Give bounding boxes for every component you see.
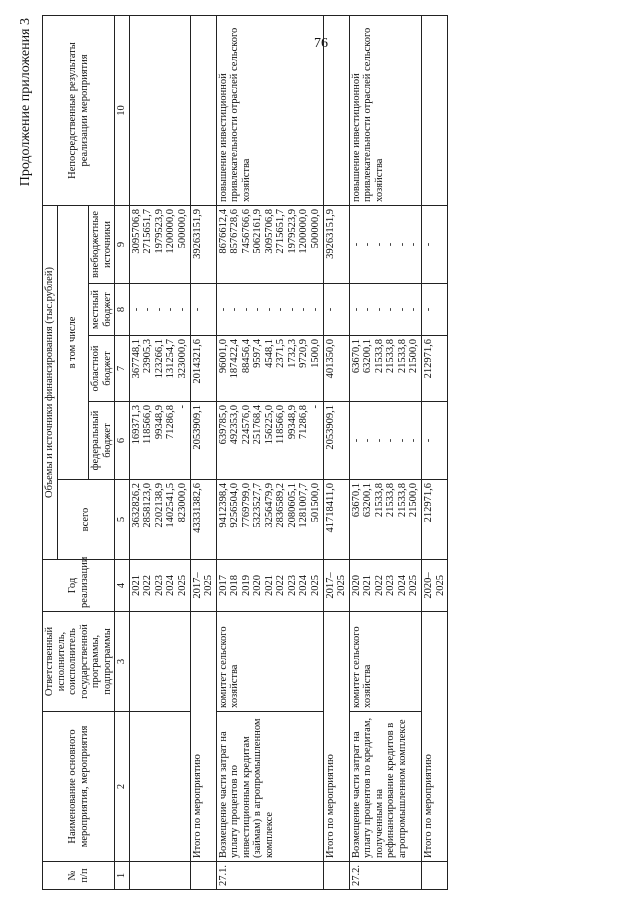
- cell-line: 99348,9: [153, 405, 165, 440]
- local-cell: [216, 284, 323, 336]
- cell-line: 2020: [350, 575, 362, 596]
- table-row: [216, 15, 323, 889]
- cell-line: 823000,0: [177, 483, 189, 523]
- total-local: -: [323, 284, 349, 336]
- result-cell: повышение инвестиционной привлекательности отраслей сельского хозяйства: [216, 15, 323, 205]
- cell-line: 8676612,4: [217, 208, 229, 254]
- cell-line: 21533,8: [385, 339, 397, 374]
- cell-line: 3095706,8: [263, 208, 275, 254]
- total-cell: [349, 480, 421, 560]
- total-extra: -: [421, 205, 447, 283]
- cell-line: 118566,0: [275, 405, 287, 444]
- regional-cell: [216, 336, 323, 402]
- header-including: в том числе: [57, 205, 89, 479]
- cell-line: 63670,1: [350, 339, 362, 374]
- cell-line: 21533,8: [373, 483, 385, 518]
- total-year: 2020–2025: [421, 560, 447, 612]
- years-cell: [216, 560, 323, 612]
- cell-line: 2715651,7: [275, 208, 287, 254]
- cell-line: -: [252, 307, 264, 312]
- cell-line: -: [217, 307, 229, 312]
- index-cell: 8: [115, 284, 130, 336]
- financing-table: [42, 15, 448, 890]
- cell-line: -: [177, 405, 189, 409]
- total-cell: [216, 480, 323, 560]
- cell-line: 2021: [130, 575, 142, 596]
- extra-cell: [216, 205, 323, 283]
- cell-line: -: [153, 307, 165, 312]
- cell-line: 5062161,9: [252, 208, 264, 254]
- extra-cell: [349, 205, 421, 283]
- measure-name: Возмещение части затрат на уплату процентов по инвестиционным кредитам (займам) в агропромышленном комплексе: [216, 712, 323, 862]
- cell-line: 156225,0: [263, 405, 275, 445]
- cell-line: 9412398,4: [217, 483, 229, 528]
- total-label: Итого по мероприятию: [323, 612, 349, 862]
- local-cell: [349, 284, 421, 336]
- cell-line: 9597,4: [252, 339, 264, 368]
- cell-line: 1500,0: [310, 339, 322, 368]
- cell-line: 5323527,7: [252, 483, 264, 528]
- cell-line: -: [362, 242, 374, 247]
- cell-line: 2080605,1: [286, 483, 298, 528]
- cell-line: -: [362, 307, 374, 312]
- cell-line: 367748,1: [130, 339, 142, 379]
- header-year: Год реализации: [43, 560, 115, 612]
- cell-line: -: [229, 307, 241, 312]
- responsible-executor: комитет сельского хозяйства: [216, 612, 323, 712]
- cell-line: -: [385, 438, 397, 443]
- header-regional: областной бюджет: [89, 336, 115, 402]
- cell-line: 2715651,7: [142, 208, 154, 254]
- cell-line: 2371,5: [275, 339, 287, 368]
- cell-line: -: [385, 307, 397, 312]
- cell-line: -: [142, 307, 154, 312]
- cell-line: 2022: [142, 575, 154, 596]
- cell-line: 2017: [217, 575, 229, 596]
- cell-line: 500000,0: [310, 208, 322, 249]
- index-cell: 1: [115, 862, 130, 890]
- cell-line: -: [286, 307, 298, 312]
- cell-line: 96001,0: [217, 339, 229, 374]
- total-federal: -: [421, 402, 447, 480]
- cell-line: -: [350, 307, 362, 312]
- cell-line: 2202138,9: [153, 483, 165, 528]
- cell-line: 21533,8: [385, 483, 397, 518]
- cell-line: 2019: [240, 575, 252, 596]
- cell-line: -: [350, 438, 362, 443]
- cell-line: -: [165, 307, 177, 312]
- header-no: № п/п: [43, 862, 115, 890]
- cell-line: 1979523,9: [153, 208, 165, 254]
- cell-line: 123266,1: [153, 339, 165, 379]
- cell-line: 3256479,9: [263, 483, 275, 528]
- federal-cell: [216, 402, 323, 480]
- total-row: [421, 15, 447, 889]
- cell-line: 99348,9: [286, 405, 298, 440]
- page-number: 76: [314, 36, 328, 51]
- total-year: 2017–2025: [190, 560, 216, 612]
- cell-line: -: [130, 307, 142, 312]
- cell-line: 2025: [408, 575, 420, 596]
- continuation-note: Продолжение приложения 3: [18, 18, 33, 187]
- cell-line: 1402541,5: [165, 483, 177, 528]
- cell-line: 187422,4: [229, 339, 241, 379]
- cell-line: 21533,8: [373, 339, 385, 374]
- cell-line: 2021: [362, 575, 374, 596]
- total-sum: 212971,6: [421, 480, 447, 560]
- cell-line: 1200000,0: [165, 208, 177, 254]
- cell-line: 2024: [165, 575, 177, 596]
- cell-line: 2025: [310, 575, 322, 596]
- total-regional: 212971,6: [421, 336, 447, 402]
- cell-line: 323000,0: [177, 339, 189, 379]
- local-cell: [129, 284, 190, 336]
- cell-line: 7769799,0: [240, 483, 252, 528]
- total-local: -: [421, 284, 447, 336]
- header-federal: федеральный бюджет: [89, 402, 115, 480]
- header-volumes: Объемы и источники финансирования (тыс.рублей): [43, 205, 58, 559]
- cell-line: -: [362, 438, 374, 443]
- cell-line: 2022: [275, 575, 287, 596]
- cell-line: 23905,3: [142, 339, 154, 374]
- total-extra: 39263151,9: [323, 205, 349, 283]
- cell-line: 71286,8: [165, 405, 177, 440]
- cell-line: 639785,0: [217, 405, 229, 445]
- cell-line: -: [385, 242, 397, 247]
- cell-line: -: [275, 307, 287, 312]
- index-cell: 9: [115, 205, 130, 283]
- cell-line: -: [373, 242, 385, 247]
- cell-line: 88456,4: [240, 339, 252, 374]
- index-cell: 4: [115, 560, 130, 612]
- cell-line: 1979523,9: [286, 208, 298, 254]
- cell-line: -: [408, 307, 420, 312]
- cell-line: 7456766,6: [240, 208, 252, 254]
- total-cell: [129, 480, 190, 560]
- cell-line: 500000,0: [177, 208, 189, 249]
- cell-line: 492353,0: [229, 405, 241, 445]
- cell-line: -: [396, 242, 408, 247]
- total-regional: 401350,0: [323, 336, 349, 402]
- cell-line: 2025: [177, 575, 189, 596]
- measure-name: Возмещение части затрат на уплату процентов по кредитам, полученным на рефинансирование кредитов в агропромышленном комплексе: [349, 712, 421, 862]
- cell-line: 2836589,2: [275, 483, 287, 528]
- cell-line: 21500,0: [408, 339, 420, 374]
- total-row: [190, 15, 216, 889]
- index-cell: 2: [115, 712, 130, 862]
- cell-line: -: [408, 242, 420, 247]
- cell-line: 21533,8: [396, 483, 408, 518]
- total-federal: 2053909,1: [190, 402, 216, 480]
- cell-line: 2018: [229, 575, 241, 596]
- header-responsible: Ответственный исполнитель, соисполнитель государственной программы, подпрограммы: [43, 612, 115, 712]
- cell-line: 118566,0: [142, 405, 154, 444]
- federal-cell: [349, 402, 421, 480]
- responsible-executor: комитет сельского хозяйства: [349, 612, 421, 712]
- cell-line: -: [396, 307, 408, 312]
- cell-line: 224576,0: [240, 405, 252, 445]
- total-year: 2017–2025: [323, 560, 349, 612]
- cell-line: 2024: [396, 575, 408, 596]
- header-local: местный бюджет: [89, 284, 115, 336]
- row-number: 27.1.: [216, 862, 323, 890]
- federal-cell: [129, 402, 190, 480]
- cell-line: 2024: [298, 575, 310, 596]
- header-extra: внебюджетные источники: [89, 205, 115, 283]
- table-row: [349, 15, 421, 889]
- cell-line: -: [396, 438, 408, 443]
- cell-line: 2023: [153, 575, 165, 596]
- regional-cell: [129, 336, 190, 402]
- cell-line: 63200,1: [362, 339, 374, 374]
- cell-line: 71286,8: [298, 405, 310, 440]
- cell-line: 9720,9: [298, 339, 310, 368]
- cell-line: -: [177, 307, 189, 312]
- total-sum: 41718411,0: [323, 480, 349, 560]
- index-cell: 10: [115, 15, 130, 205]
- cell-line: 9256504,0: [229, 483, 241, 528]
- cell-line: 169371,3: [130, 405, 142, 445]
- cell-line: 1200000,0: [298, 208, 310, 254]
- cell-line: 2858123,0: [142, 483, 154, 528]
- total-label: Итого по мероприятию: [421, 612, 447, 862]
- cell-line: 2023: [286, 575, 298, 596]
- result-cell: повышение инвестиционной привлекательности отраслей сельского хозяйства: [349, 15, 421, 205]
- total-federal: 2053909,1: [323, 402, 349, 480]
- total-sum: 43331382,6: [190, 480, 216, 560]
- cell-line: 63200,1: [362, 483, 374, 518]
- cell-line: 4548,1: [263, 339, 275, 368]
- index-cell: 7: [115, 336, 130, 402]
- cell-line: 2020: [252, 575, 264, 596]
- cell-line: 2023: [385, 575, 397, 596]
- cell-line: -: [310, 307, 322, 312]
- cell-line: -: [310, 405, 322, 409]
- cell-line: -: [373, 307, 385, 312]
- cell-line: -: [240, 307, 252, 312]
- cell-line: -: [408, 438, 420, 443]
- cell-line: 8576728,6: [229, 208, 241, 254]
- total-label: Итого по мероприятию: [190, 612, 216, 862]
- cell-line: 251768,4: [252, 405, 264, 445]
- row-number: 27.2.: [349, 862, 421, 890]
- cell-line: 63670,1: [350, 483, 362, 518]
- total-local: -: [190, 284, 216, 336]
- index-cell: 3: [115, 612, 130, 712]
- cell-line: 21500,0: [408, 483, 420, 518]
- table-row: [129, 15, 190, 889]
- cell-line: 21533,8: [396, 339, 408, 374]
- cell-line: 3095706,8: [130, 208, 142, 254]
- cell-line: -: [350, 242, 362, 247]
- cell-line: -: [373, 438, 385, 443]
- cell-line: -: [263, 307, 275, 312]
- header-total: всего: [57, 480, 115, 560]
- cell-line: 131254,7: [165, 339, 177, 379]
- index-cell: 6: [115, 402, 130, 480]
- cell-line: 2022: [373, 575, 385, 596]
- cell-line: 501500,0: [310, 483, 322, 523]
- extra-cell: [129, 205, 190, 283]
- cell-line: 3632826,2: [130, 483, 142, 528]
- rotated-page: [20, 12, 620, 892]
- header-name: Наименование основного мероприятия, мероприятия: [43, 712, 115, 862]
- total-row: [323, 15, 349, 889]
- header-result: Непосредственные результаты реализации мероприятия: [43, 15, 115, 205]
- cell-line: 1281007,7: [298, 483, 310, 528]
- years-cell: [129, 560, 190, 612]
- column-index-row: [115, 15, 130, 889]
- years-cell: [349, 560, 421, 612]
- total-extra: 39263151,9: [190, 205, 216, 283]
- cell-line: 1732,3: [286, 339, 298, 368]
- cell-line: -: [298, 307, 310, 312]
- index-cell: 5: [115, 480, 130, 560]
- regional-cell: [349, 336, 421, 402]
- total-regional: 2014321,6: [190, 336, 216, 402]
- cell-line: 2021: [263, 575, 275, 596]
